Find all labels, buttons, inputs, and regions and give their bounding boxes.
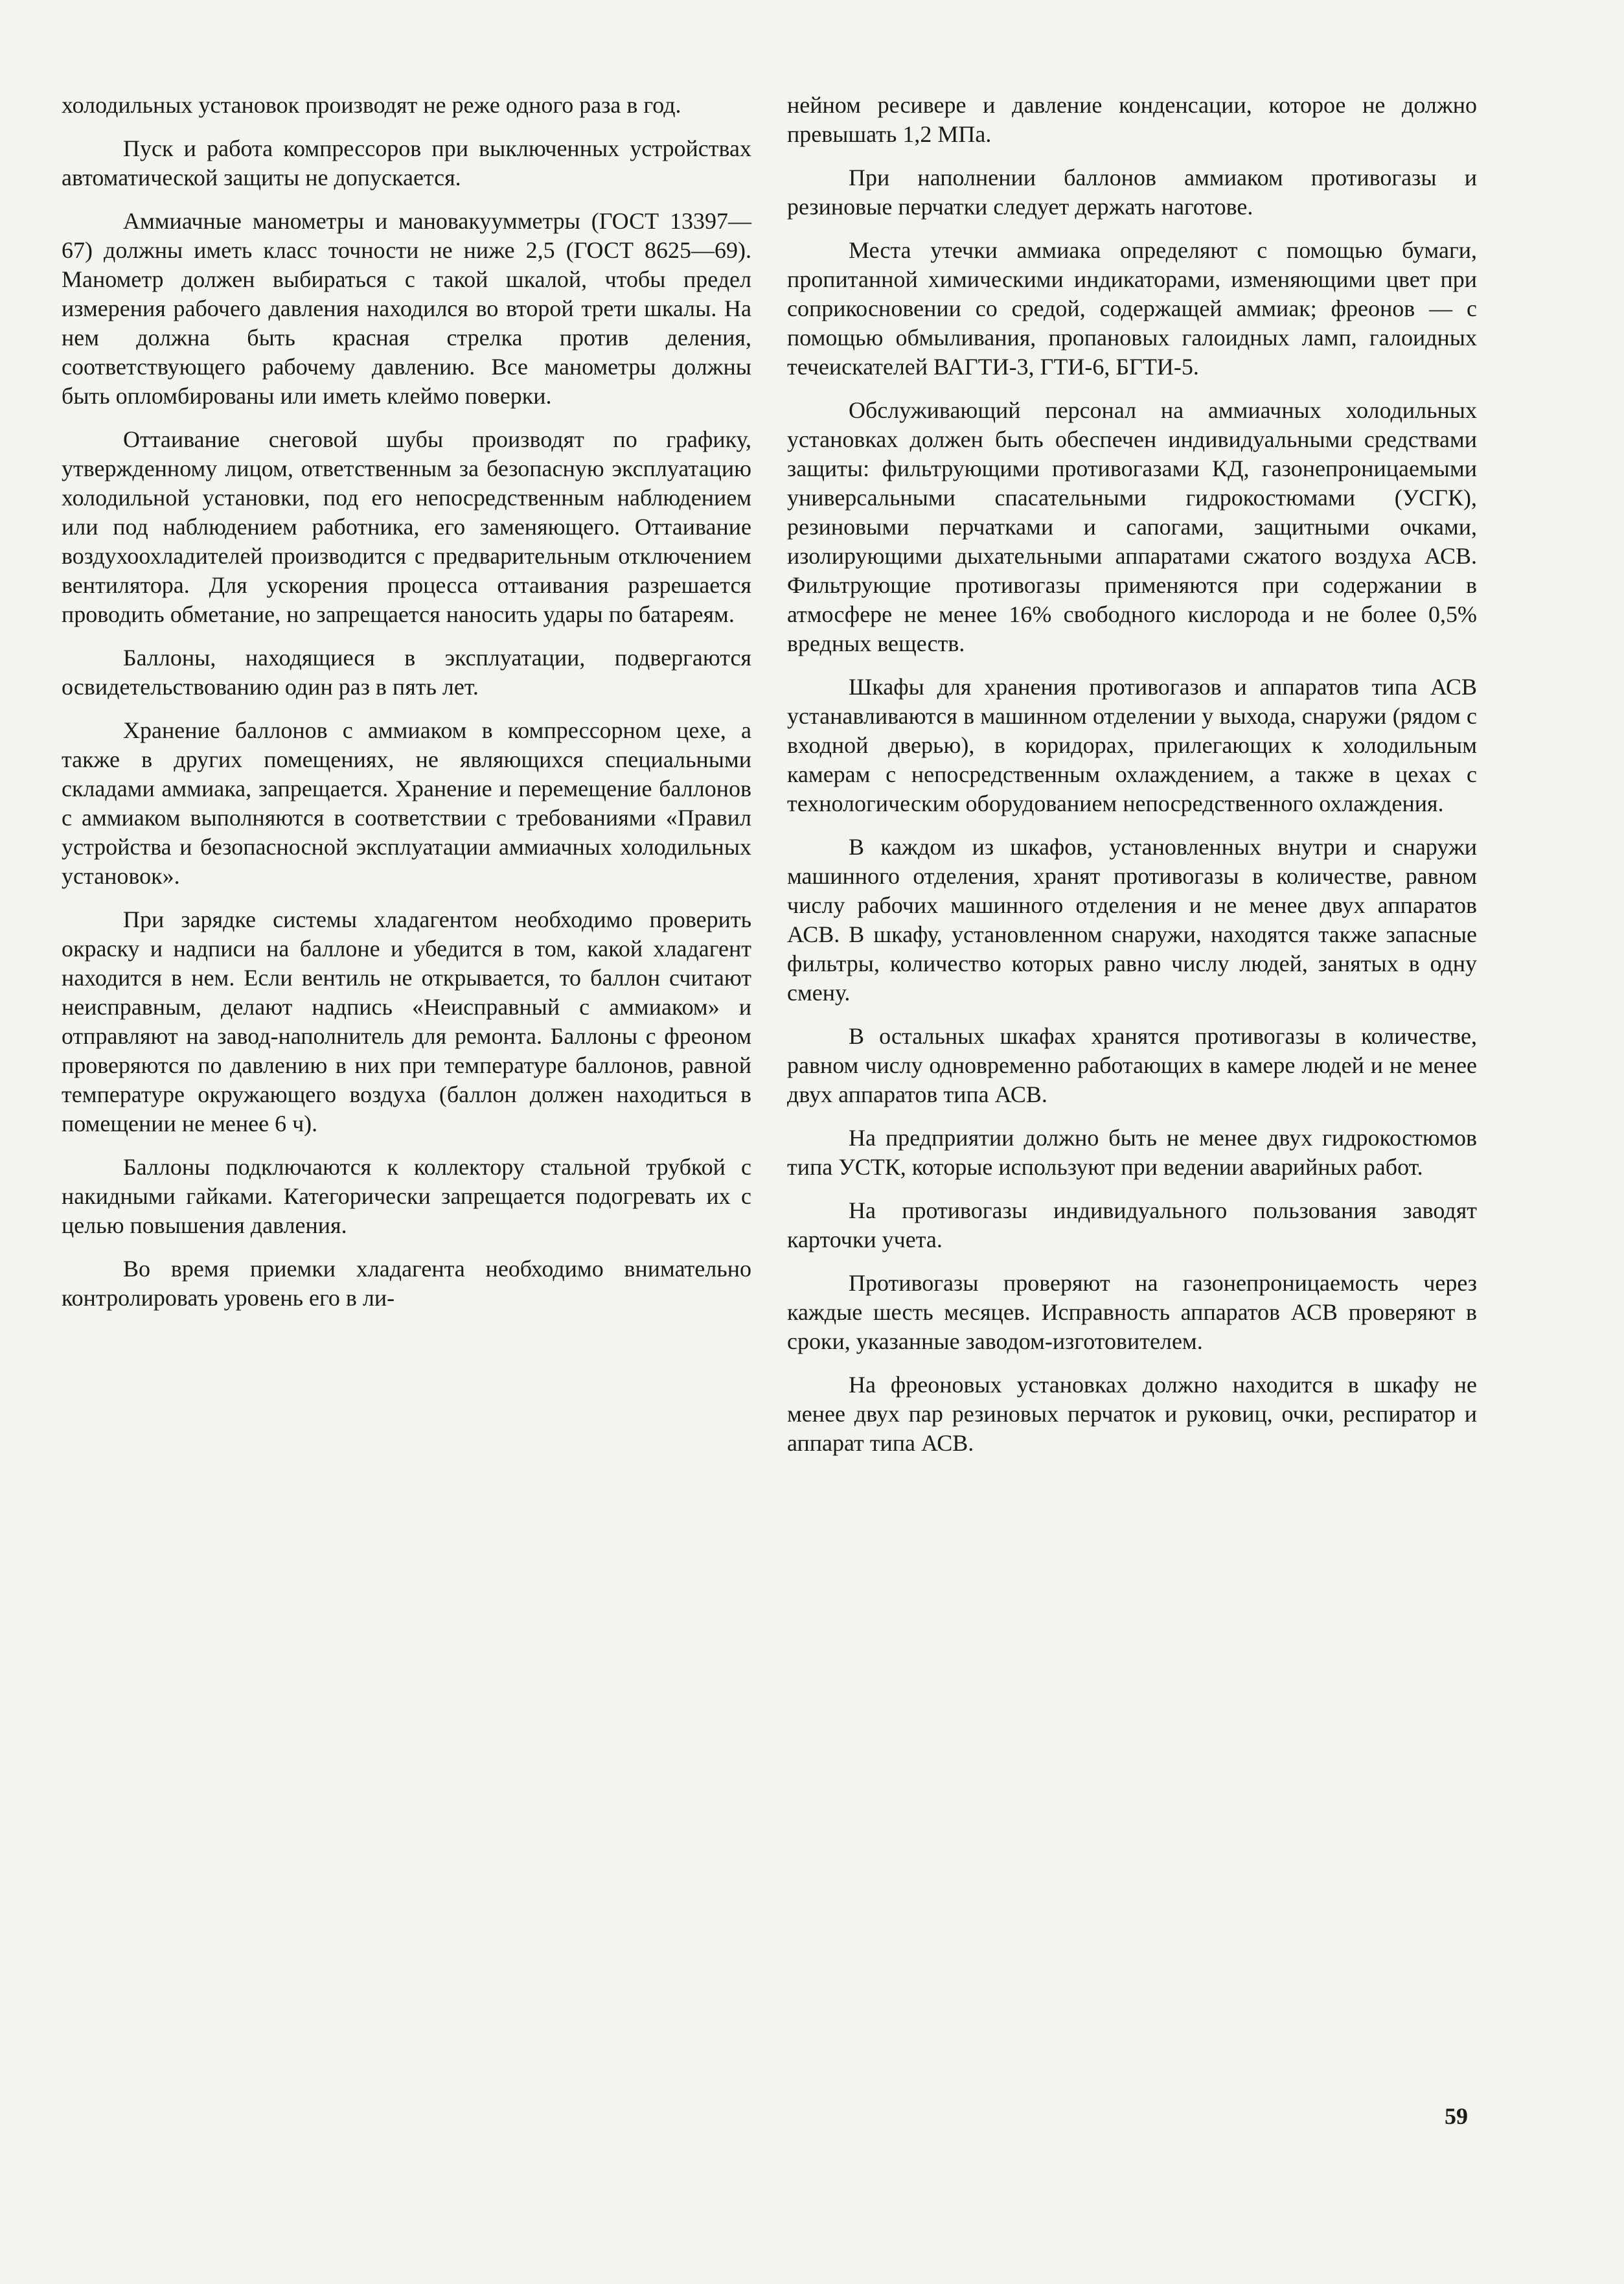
right-column (787, 91, 1477, 1472)
paragraph: Обслуживающий персонал на аммиачных холодильных установках должен быть обеспечен индивидуальными средствами защиты: фильтрующими противогазами КД, газонепроницаемыми универсальными спасательными гидрокостюмами (УСГК), резиновыми перчатками и сапогами, защитными очками, изолирующими дыхательными аппаратами сжатого воздуха АСВ. Фильтрующие противогазы применяются при содержании в атмосфере не менее 16% свободного кислорода и не более 0,5% вредных веществ. (787, 397, 1477, 656)
paragraph: Оттаивание снеговой шубы производят по графику, утвержденному лицом, ответственным за безопасную эксплуатацию холодильной установки, под его непосредственным наблюдением или под наблюдением работника, его заменяющего. Оттаивание воздухоохладителей производится с предварительным отключением вентилятора. Для ускорения процесса оттаивания разрешается проводить обметание, но запрещается наносить удары по батареям. (62, 426, 751, 627)
paragraph: На предприятии должно быть не менее двух гидрокостюмов типа УСТК, которые используют при ведении аварийных работ. (787, 1125, 1477, 1180)
paragraph: Противогазы проверяют на газонепроницаемость через каждые шесть месяцев. Исправность аппаратов АСВ проверяют в сроки, указанные заводом-изготовителем. (787, 1270, 1477, 1354)
paragraph: нейном ресивере и давление конденсации, которое не должно превышать 1,2 МПа. (787, 92, 1477, 147)
paragraph: В каждом из шкафов, установленных внутри и снаружи машинного отделения, хранят противогазы в количестве, равном числу рабочих машинного отделения и не менее двух аппаратов АСВ. В шкафу, установленном снаружи, находятся также запасные фильтры, количество которых равно числу людей, занятых в одну смену. (787, 834, 1477, 1006)
page-number: 59 (1445, 2103, 1468, 2129)
paragraph: холодильных установок производят не реже одного раза в год. (62, 92, 681, 118)
paragraph: На противогазы индивидуального пользования заводят карточки учета. (787, 1197, 1477, 1252)
left-column (62, 91, 751, 1327)
paragraph: Аммиачные манометры и мановакуумметры (ГОСТ 13397—67) должны иметь класс точности не ниже 2,5 (ГОСТ 8625—69). Манометр должен выбираться с такой шкалой, чтобы предел измерения рабочего давления находился во второй трети шкалы. На нем должна быть красная стрелка против деления, соответствующего рабочему давлению. Все манометры должны быть опломбированы или иметь клеймо поверки. (62, 208, 751, 409)
paragraph: Шкафы для хранения противогазов и аппаратов типа АСВ устанавливаются в машинном отделении у выхода, снаружи (рядом с входной дверью), в коридорах, прилегающих к холодильным камерам с непосредственным охлаждением, а также в цехах с технологическим оборудованием непосредственного охлаждения. (787, 674, 1477, 816)
paragraph: Баллоны подключаются к коллектору стальной трубкой с накидными гайками. Категорически запрещается подогревать их с целью повышения давления. (62, 1154, 751, 1238)
paragraph: Пуск и работа компрессоров при выключенных устройствах автоматической защиты не допускается. (62, 135, 751, 190)
paragraph: Во время приемки хладагента необходимо внимательно контролировать уровень его в ли- (62, 1256, 751, 1311)
paragraph: Баллоны, находящиеся в эксплуатации, подвергаются освидетельствованию один раз в пять лет. (62, 645, 751, 700)
paragraph: На фреоновых установках должно находится в шкафу не менее двух пар резиновых перчаток и руковиц, очки, респиратор и аппарат типа АСВ. (787, 1372, 1477, 1456)
paragraph: Хранение баллонов с аммиаком в компрессорном цехе, а также в других помещениях, не являющихся специальными складами аммиака, запрещается. Хранение и перемещение баллонов с аммиаком выполняются в соответствии с требованиями «Правил устройства и безопасносной эксплуатации аммиачных холодильных установок». (62, 717, 751, 889)
paragraph: При наполнении баллонов аммиаком противогазы и резиновые перчатки следует держать наготове. (787, 165, 1477, 220)
paragraph: Места утечки аммиака определяют с помощью бумаги, пропитанной химическими индикаторами, изменяющими цвет при соприкосновении со средой, содержащей аммиак; фреонов — с помощью обмыливания, пропановых галоидных ламп, галоидных течеискателей ВАГТИ-3, ГТИ-6, БГТИ-5. (787, 237, 1477, 380)
paragraph: В остальных шкафах хранятся противогазы в количестве, равном числу одновременно работающих в камере людей и не менее двух аппаратов типа АСВ. (787, 1023, 1477, 1107)
paragraph: При зарядке системы хладагентом необходимо проверить окраску и надписи на баллоне и убедится в том, какой хладагент находится в нем. Если вентиль не открывается, то баллон считают неисправным, делают надпись «Неисправный с аммиаком» и отправляют на завод-наполнитель для ремонта. Баллоны с фреоном проверяются по давлению в них при температуре баллонов, равной температуре окружающего воздуха (баллон должен находиться в помещении не менее 6 ч). (62, 906, 751, 1136)
